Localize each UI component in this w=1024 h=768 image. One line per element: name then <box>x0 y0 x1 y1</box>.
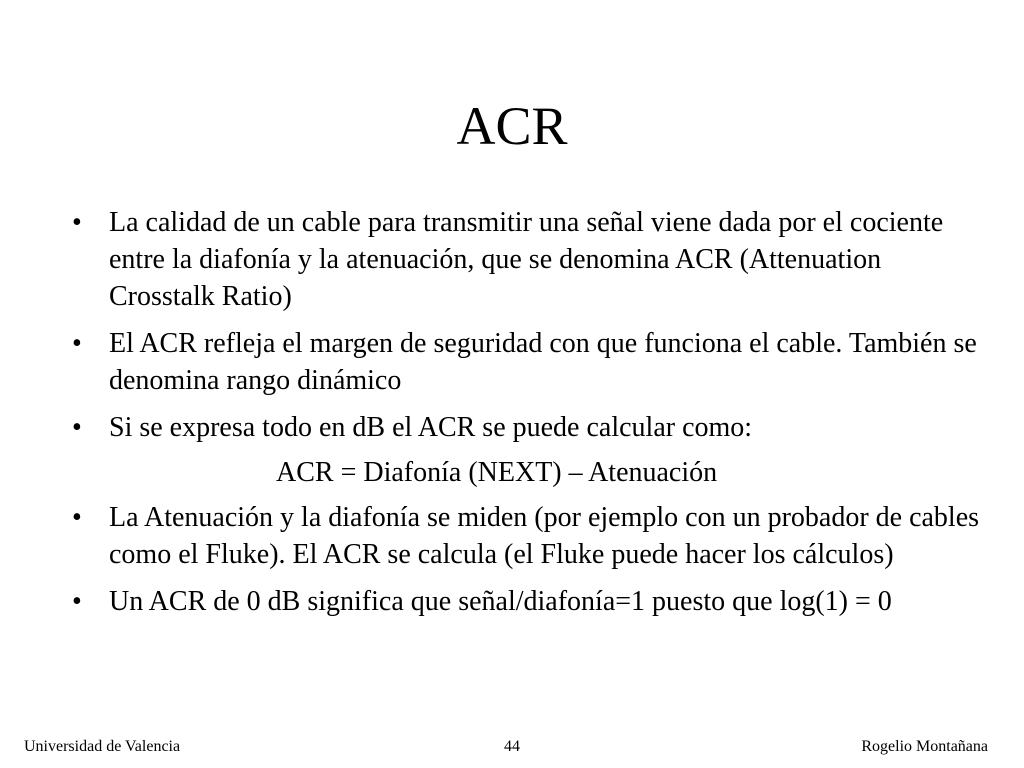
bullet-item <box>72 204 982 315</box>
bullet-text: Si se expresa todo en dB el ACR se puede calcular como: <box>109 412 753 443</box>
bullet-text: El ACR refleja el margen de seguridad con que funciona el cable. También se denomina rango dinámico <box>109 328 977 396</box>
footer-university: Universidad de Valencia <box>24 738 181 755</box>
bullet-marker: • <box>72 412 82 443</box>
footer-author: Rogelio Montañana <box>861 738 988 755</box>
bullet-text: Un ACR de 0 dB significa que señal/diafonía=1 puesto que log(1) = 0 <box>109 586 892 617</box>
bullet-text: La Atenuación y la diafonía se miden (por ejemplo con un probador de cables como el Fluke). El ACR se calcula (el Fluke puede hacer los cálculos) <box>109 502 980 570</box>
formula-line: ACR = Diafonía (NEXT) – Atenuación <box>276 457 718 488</box>
footer-page-number: 44 <box>504 738 520 755</box>
bullet-item <box>72 499 982 573</box>
bullet-item <box>72 325 982 399</box>
bullet-marker: • <box>72 328 82 359</box>
bullet-item <box>72 583 982 620</box>
bullet-item <box>72 409 982 446</box>
bullet-list <box>72 204 982 630</box>
bullet-marker: • <box>72 586 82 617</box>
bullet-marker: • <box>72 207 82 238</box>
slide-title: ACR <box>456 96 568 156</box>
bullet-text: La calidad de un cable para transmitir una señal viene dada por el cociente entre la diafonía y la atenuación, que se denomina ACR (Attenuation Crosstalk Ratio) <box>109 207 944 312</box>
bullet-marker: • <box>72 502 82 533</box>
